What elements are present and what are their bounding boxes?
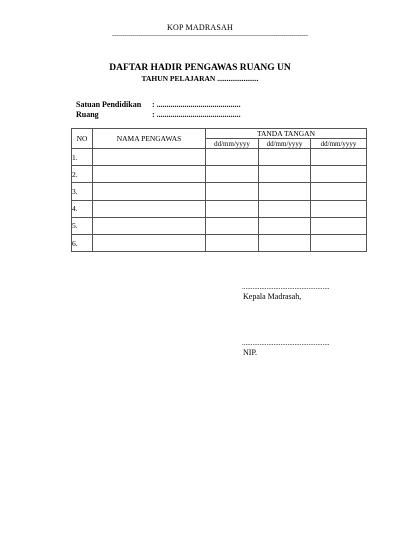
row-number: 6. (72, 234, 93, 251)
signature-cell[interactable] (206, 200, 259, 217)
signature-cell[interactable] (259, 200, 311, 217)
signature-cell[interactable] (206, 234, 259, 251)
row-number: 5. (72, 217, 93, 234)
table-row (72, 234, 367, 251)
name-cell[interactable] (93, 200, 206, 217)
signature-cell[interactable] (311, 183, 367, 200)
signature-cell[interactable] (311, 166, 367, 183)
letterhead-placeholder: KOP MADRASAH (167, 23, 233, 32)
info-satuan-pendidikan (76, 100, 241, 109)
header-date-2: dd/mm/yyyy (259, 139, 311, 149)
document-subtitle: TAHUN PELAJARAN ...................... (141, 74, 259, 83)
header-tanda-tangan: TANDA TANGAN (206, 129, 367, 139)
signature-cell[interactable] (206, 183, 259, 200)
signature-name-line: .................................................. (242, 339, 330, 347)
letterhead-separator: -------------------------------------------------------------------------------------------------- (112, 33, 308, 39)
table-row (72, 217, 367, 234)
signature-cell[interactable] (259, 183, 311, 200)
name-cell[interactable] (93, 166, 206, 183)
ruang-label: Ruang (76, 110, 99, 119)
satuan-value: : .......................................... (152, 100, 241, 109)
table-row (72, 200, 367, 217)
document-title: DAFTAR HADIR PENGAWAS RUANG UN (109, 63, 291, 73)
row-number: 2. (72, 166, 93, 183)
header-nama-pengawas: NAMA PENGAWAS (93, 129, 206, 149)
signature-cell[interactable] (259, 166, 311, 183)
signature-cell[interactable] (206, 217, 259, 234)
signature-cell[interactable] (206, 166, 259, 183)
signature-place-date-line: .................................................. (242, 283, 330, 291)
ruang-value: : .......................................... (152, 110, 241, 119)
signature-cell[interactable] (311, 149, 367, 166)
header-no: NO (72, 129, 93, 149)
signature-cell[interactable] (311, 234, 367, 251)
signature-cell[interactable] (259, 149, 311, 166)
table-row (72, 166, 367, 183)
signature-cell[interactable] (206, 149, 259, 166)
row-number: 4. (72, 200, 93, 217)
signature-cell[interactable] (311, 217, 367, 234)
attendance-table (71, 128, 367, 252)
name-cell[interactable] (93, 234, 206, 251)
signature-cell[interactable] (259, 234, 311, 251)
name-cell[interactable] (93, 217, 206, 234)
signature-cell[interactable] (311, 200, 367, 217)
table-row (72, 149, 367, 166)
satuan-label: Satuan Pendidikan (76, 100, 142, 109)
info-ruang (76, 110, 241, 119)
name-cell[interactable] (93, 183, 206, 200)
row-number: 1. (72, 149, 93, 166)
signature-cell[interactable] (259, 217, 311, 234)
table-row (72, 183, 367, 200)
signature-nip-label: NIP. (243, 348, 258, 357)
header-date-1: dd/mm/yyyy (206, 139, 259, 149)
row-number: 3. (72, 183, 93, 200)
header-date-3: dd/mm/yyyy (311, 139, 367, 149)
name-cell[interactable] (93, 149, 206, 166)
signature-title-kepala-madrasah: Kepala Madrasah, (243, 292, 302, 301)
